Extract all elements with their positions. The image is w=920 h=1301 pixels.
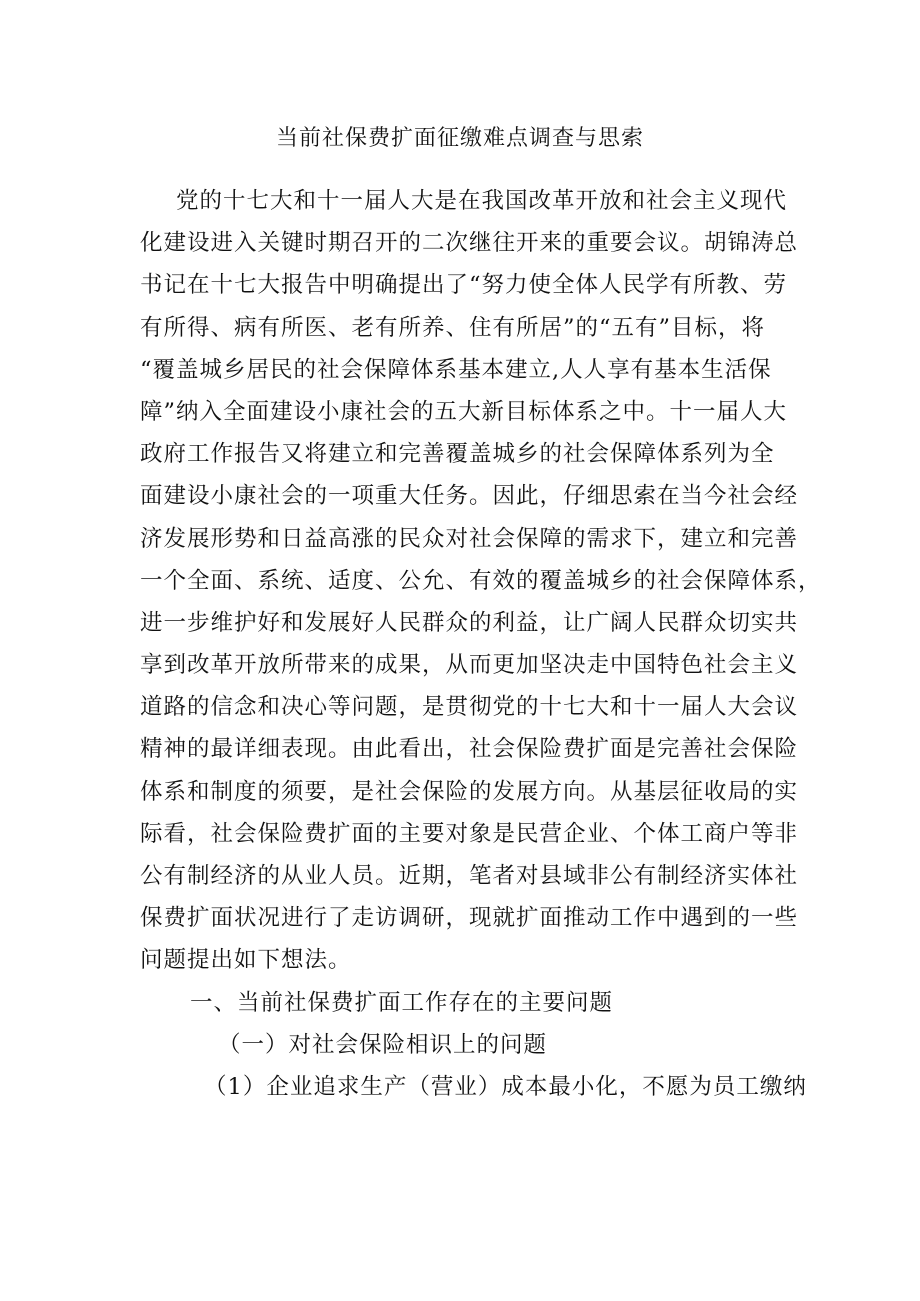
paragraph-line: 书记在十七大报告中明确提出了“努力使全体人民学有所教、劳 — [140, 272, 788, 299]
paragraph-line: 党的十七大和十一届人大是在我国改革开放和社会主义现代 — [176, 188, 788, 214]
paragraph-line: 化建设进入关键时期召开的二次继往开来的重要会议。胡锦涛总 — [140, 230, 799, 257]
document-body — [140, 180, 822, 1108]
paragraph-line: 进一步维护好和发展好人民群众的利益，让广阔人民群众切实共 — [140, 609, 799, 636]
paragraph-line: 道路的信念和决心等问题，是贯彻党的十七大和十一届人大会议 — [140, 694, 799, 721]
section-heading: 一、当前社保费扩面工作存在的主要问题 — [190, 989, 614, 1016]
paragraph-line: 济发展形势和日益高涨的民众对社会保障的需求下，建立和完善 — [140, 525, 799, 552]
document-title: 当前社保费扩面征缴难点调查与思索 — [275, 126, 644, 151]
paragraph-line: 保费扩面状况进行了走访调研，现就扩面推动工作中遇到的一些 — [140, 905, 799, 932]
paragraph-line: 际看，社会保险费扩面的主要对象是民营企业、个体工商户等非 — [140, 820, 799, 847]
paragraph-line: 享到改革开放所带来的成果，从而更加坚决走中国特色社会主义 — [140, 652, 799, 679]
paragraph-line: 精神的最详细表现。由此看出，社会保险费扩面是完善社会保险 — [140, 736, 799, 763]
paragraph-line: 公有制经济的从业人员。近期，笔者对县域非公有制经济实体社 — [140, 863, 799, 889]
paragraph-line: 一个全面、系统、适度、公允、有效的覆盖城乡的社会保障体系， — [140, 567, 822, 594]
paragraph-line: 体系和制度的须要，是社会保险的发展方向。从基层征收局的实 — [140, 778, 799, 805]
paragraph-line: 问题提出如下想法。 — [140, 947, 352, 974]
paragraph-line: 有所得、病有所医、老有所养、住有所居”的“五有”目标，将 — [140, 314, 766, 341]
paragraph-line: 政府工作报告又将建立和完善覆盖城乡的社会保障体系列为全 — [140, 441, 775, 468]
paragraph-line: 障”纳入全面建设小康社会的五大新目标体系之中。十一届人大 — [140, 398, 788, 425]
subsection-heading: （一）对社会保险相识上的问题 — [218, 1031, 548, 1058]
paragraph-line: “覆盖城乡居民的社会保障体系基本建立,人人享有基本生活保 — [140, 356, 772, 383]
list-item: （1）企业追求生产（营业）成本最小化，不愿为员工缴纳 — [204, 1073, 807, 1100]
paragraph-line: 面建设小康社会的一项重大任务。因此，仔细思索在当今社会经 — [140, 483, 799, 510]
